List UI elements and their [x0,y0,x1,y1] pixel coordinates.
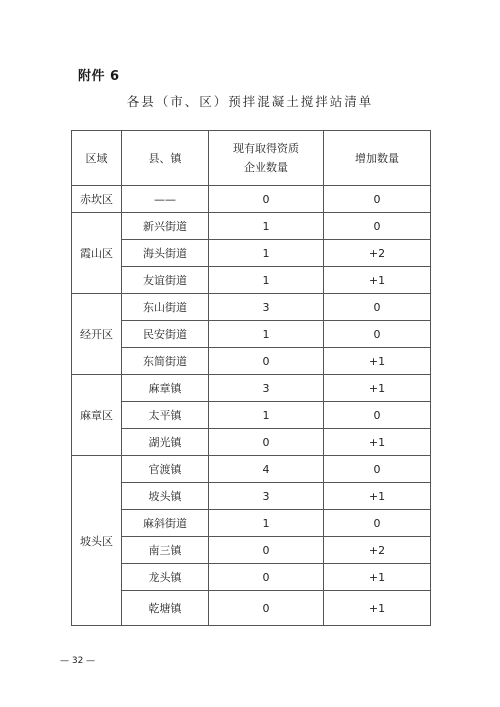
town-cell: 龙头镇 [122,564,209,591]
district-cell: 经开区 [72,294,122,375]
existing-cell: 1 [209,402,324,429]
table-row [72,321,431,348]
town-cell: 东山街道 [122,294,209,321]
header-existing [209,131,324,186]
added-cell: +2 [324,240,431,267]
document-title: 各县（市、区）预拌混凝土搅拌站清单 [126,94,374,109]
table-row [72,510,431,537]
table-row [72,213,431,240]
town-cell: 新兴街道 [122,213,209,240]
added-cell: 0 [324,510,431,537]
attachment-label: 附件 6 [78,69,120,84]
town-cell: —— [122,186,209,213]
existing-cell: 3 [209,294,324,321]
table-row [72,267,431,294]
table-row [72,402,431,429]
added-cell: +1 [324,348,431,375]
existing-cell: 0 [209,429,324,456]
added-cell: 0 [324,402,431,429]
district-cell: 赤坎区 [72,186,122,213]
district-cell: 霞山区 [72,213,122,294]
added-cell: +1 [324,591,431,626]
town-cell: 东简街道 [122,348,209,375]
town-cell: 民安街道 [122,321,209,348]
added-cell: 0 [324,456,431,483]
town-cell: 南三镇 [122,537,209,564]
added-cell: +1 [324,483,431,510]
existing-cell: 4 [209,456,324,483]
existing-cell: 0 [209,591,324,626]
added-cell: +1 [324,429,431,456]
existing-cell: 1 [209,321,324,348]
table-row [72,429,431,456]
header-district: 区域 [72,131,122,186]
town-cell: 麻斜街道 [122,510,209,537]
table-row [72,240,431,267]
header-existing-line2: 企业数量 [244,161,288,174]
header-added: 增加数量 [324,131,431,186]
existing-cell: 1 [209,213,324,240]
town-cell: 海头街道 [122,240,209,267]
header-town: 县、镇 [122,131,209,186]
page-number: — 32 — [60,656,96,666]
existing-cell: 0 [209,348,324,375]
town-cell: 友谊街道 [122,267,209,294]
table-row [72,564,431,591]
added-cell: 0 [324,213,431,240]
existing-cell: 0 [209,537,324,564]
existing-cell: 0 [209,186,324,213]
added-cell: 0 [324,186,431,213]
town-cell: 官渡镇 [122,456,209,483]
table-row [72,375,431,402]
existing-cell: 1 [209,267,324,294]
existing-cell: 0 [209,564,324,591]
added-cell: +1 [324,564,431,591]
added-cell: +2 [324,537,431,564]
existing-cell: 3 [209,375,324,402]
existing-cell: 3 [209,483,324,510]
table-row [72,537,431,564]
town-cell: 乾塘镇 [122,591,209,626]
table-row [72,294,431,321]
added-cell: +1 [324,375,431,402]
table-row [72,456,431,483]
table-row [72,348,431,375]
existing-cell: 1 [209,240,324,267]
district-cell: 坡头区 [72,456,122,626]
town-cell: 坡头镇 [122,483,209,510]
district-cell: 麻章区 [72,375,122,456]
table-row [72,483,431,510]
table-row [72,591,431,626]
header-existing-line1: 现有取得资质 [233,142,299,155]
header-row [72,131,431,186]
added-cell: +1 [324,267,431,294]
town-cell: 湖光镇 [122,429,209,456]
existing-cell: 1 [209,510,324,537]
town-cell: 太平镇 [122,402,209,429]
added-cell: 0 [324,321,431,348]
town-cell: 麻章镇 [122,375,209,402]
plant-list-table [71,130,431,626]
added-cell: 0 [324,294,431,321]
table-row [72,186,431,213]
